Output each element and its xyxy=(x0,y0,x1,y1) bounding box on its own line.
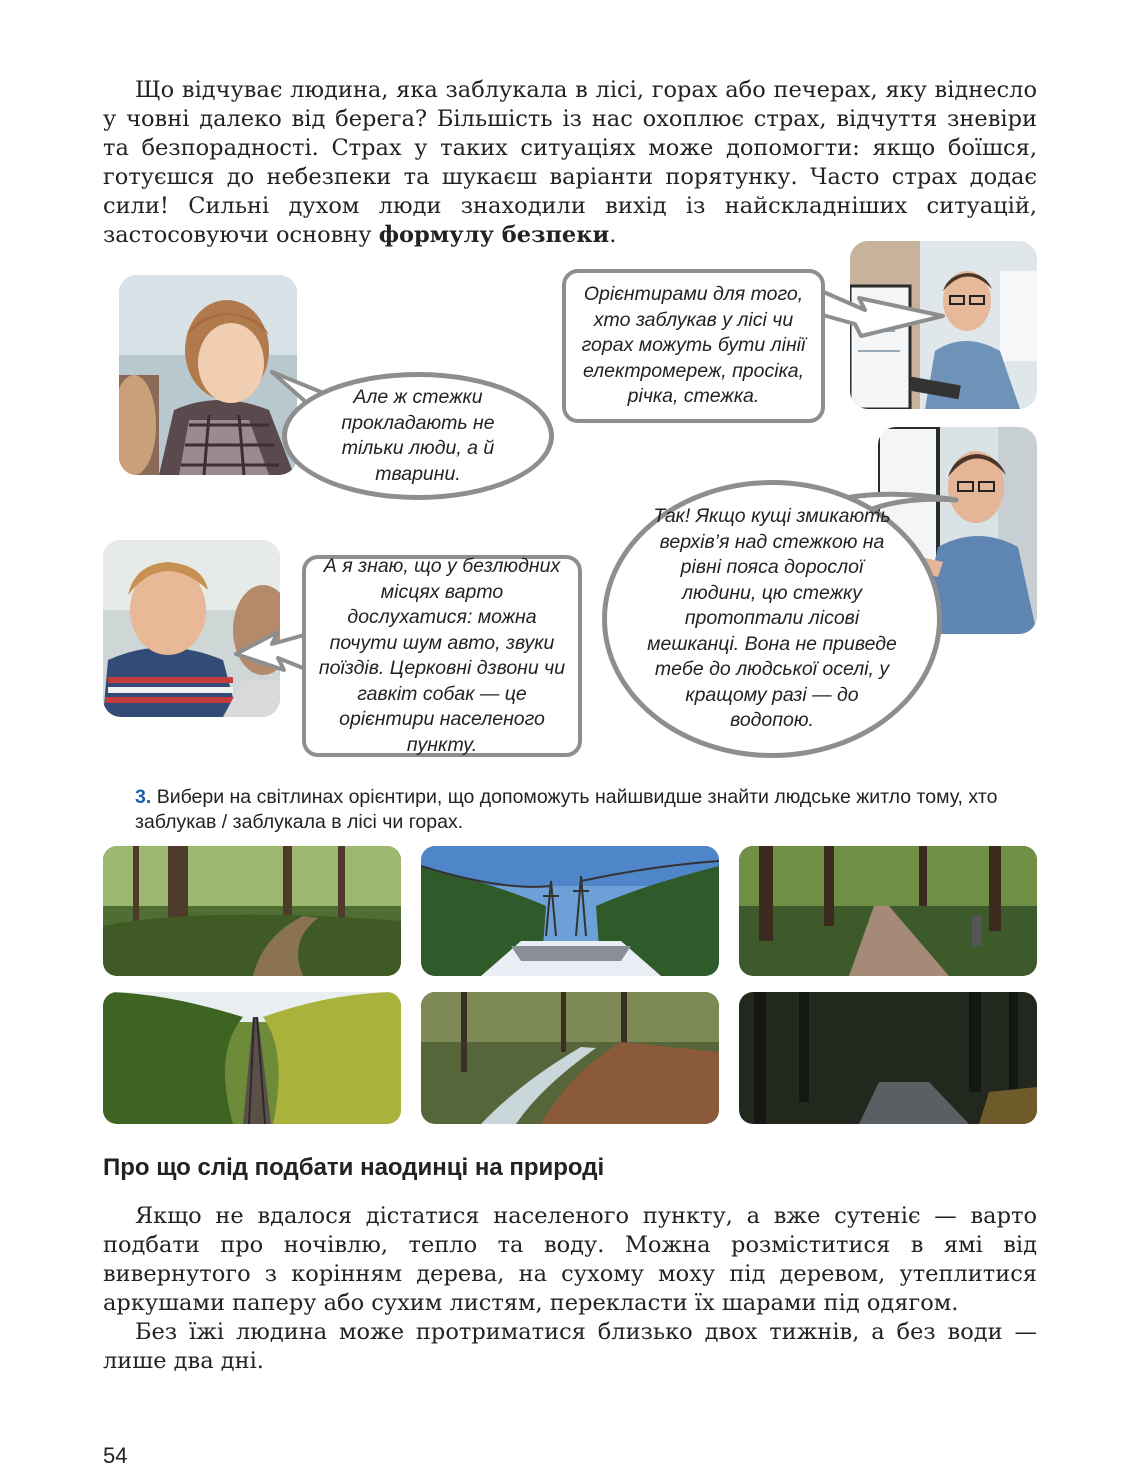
task-3 xyxy=(135,785,1045,835)
boy-bubble-tail xyxy=(232,626,312,686)
girl-speech-text: Але ж стежки прокладають не тільки люди, а й тварини. xyxy=(341,386,495,485)
teacher-speech-bubble-1 xyxy=(562,269,825,423)
intro-text: Що відчуває людина, яка заблукала в лісі, горах або печерах, яку віднесло у човні далеко від берега? Більшість із нас охоплює страх, відчуття зневіри та безпорадності. Страх у таких ситуаціях може допомогти: якщо боїшся, готуєшся до небезпеки та шукаєш варіанти порятунку. Часто страх додає сили! Сильні духом люди знаходили вихід із найскладніших ситуацій, застосовуючи основну xyxy=(103,77,1037,248)
paragraph-shelter: Якщо не вдалося дістатися населеного пункту, а вже сутеніє — варто подбати про ночівлю, тепло та воду. Можна розміститися в ямі від вивернутого з корінням дерева, на сухому моху під деревом, утеплитися аркушами паперу або сухим листям, перекласти їх шарами під одягом. xyxy=(103,1203,1037,1316)
intro-end: . xyxy=(609,222,617,248)
task-number: 3. xyxy=(135,786,152,808)
intro-paragraph xyxy=(103,76,1037,250)
teacher-speech-text-1: Орієнтирами для того, хто заблукав у лісі чи горах можуть бути лінії електромереж, просіка, річка, стежка. xyxy=(581,283,806,408)
paragraph-food-water: Без їжі людина може протриматися близько двох тижнів, а без води — лише два дні. xyxy=(103,1319,1037,1374)
forest-road-photo xyxy=(739,846,1037,976)
page-number: 54 xyxy=(103,1443,128,1468)
power-lines-photo xyxy=(421,846,719,976)
intro-bold-term: формулу безпеки xyxy=(378,222,610,248)
forest-stream-photo xyxy=(421,992,719,1124)
boy-speech-bubble xyxy=(302,555,582,757)
forest-path-photo xyxy=(103,846,401,976)
teacher-bubble-1-tail xyxy=(815,284,947,340)
teacher-speech-bubble-2 xyxy=(602,480,942,758)
railway-photo xyxy=(103,992,401,1124)
girl-speech-bubble xyxy=(282,372,554,500)
dark-forest-road-photo xyxy=(739,992,1037,1124)
boy-speech-text: А я знаю, що у безлюдних місцях варто дослухатися: можна почути шум авто, звуки поїздів. Церковні дзвони чи гавкіт собак — це орієнтири населеного пункту. xyxy=(318,555,566,756)
task-text: Вибери на світлинах орієнтири, що допоможуть найшвидше знайти людське житло тому, хто заблукав / заблукала в лісі чи горах. xyxy=(135,786,998,833)
section-heading: Про що слід подбати наодинці на природі xyxy=(103,1154,605,1181)
teacher-speech-text-2: Так! Якщо кущі змикають верхів’я над стежкою на рівні пояса дорослої людини, цю стежку протоптали лісові мешканці. Вона не приведе тебе до людської оселі, у кращому разі — до водопою. xyxy=(647,505,897,732)
